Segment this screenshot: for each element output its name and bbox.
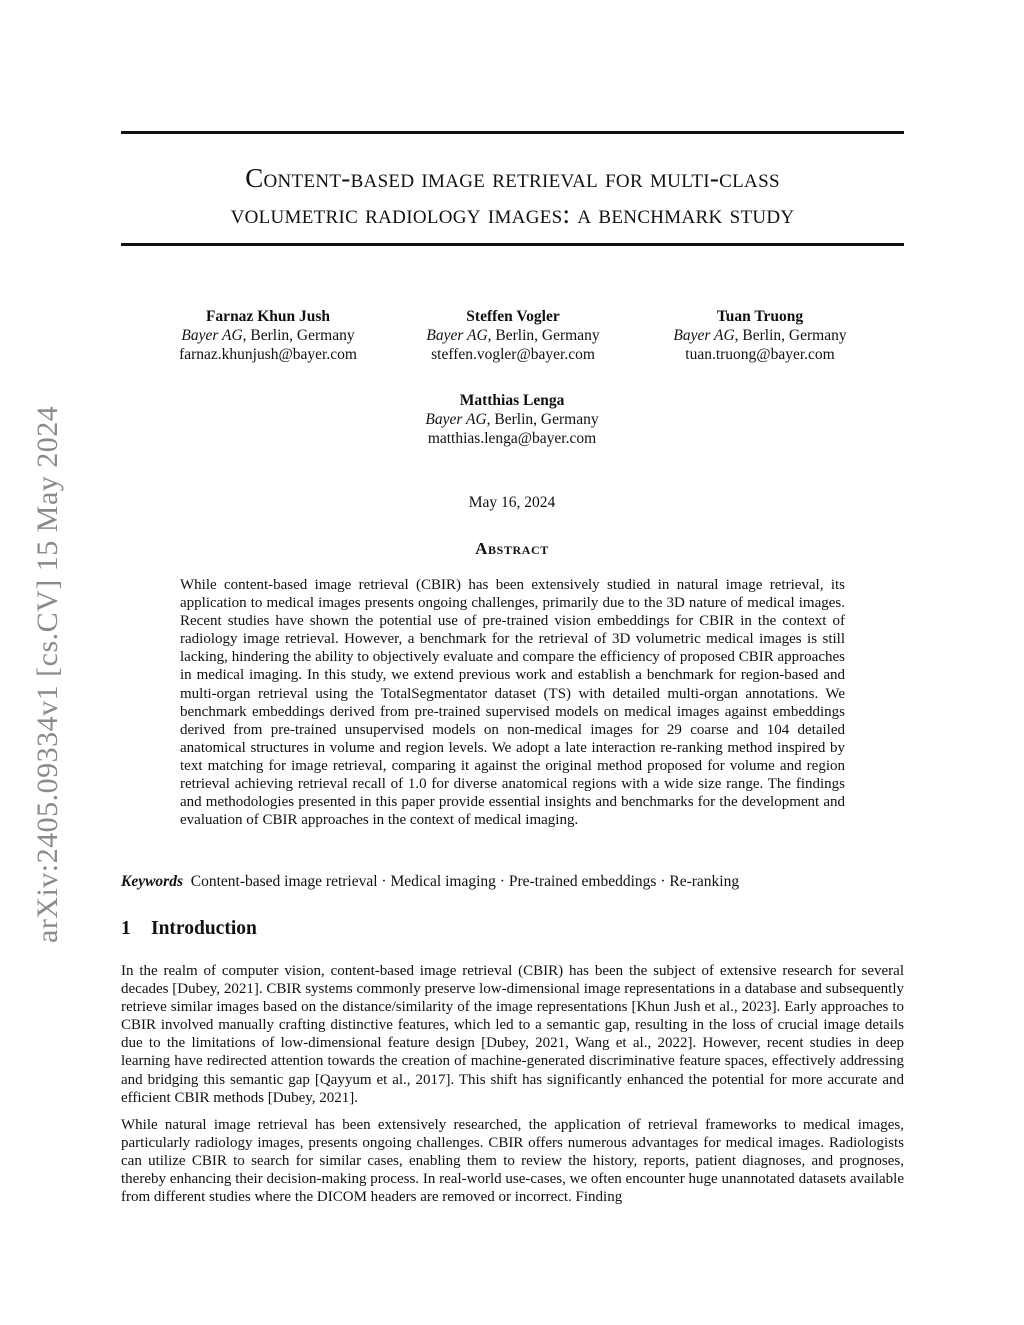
abstract-text: While content-based image retrieval (CBIR) has been extensively studied in natural image retrieval, its application to medical images presents ongoing challenges, primarily due to the 3D nature of medical images. Recent studies have shown the potential use of pre-trained vision embeddings for CBIR in the context of radiology image retrieval. However, a benchmark for the retrieval of 3D volumetric medical images is still lacking, hindering the ability to objectively evaluate and compare the efficiency of proposed CBIR approaches in medical imaging. In this study, we extend previous work and establish a benchmark for region-based and multi-organ retrieval using the TotalSegmentator dataset (TS) with detailed multi-organ annotations. We benchmark embeddings derived from pre-trained supervised models on medical images against embeddings derived from pre-trained unsupervised models on non-medical images for 29 coarse and 104 detailed anatomical structures in volume and region levels. We adopt a late interaction re-ranking method inspired by text matching for image retrieval, comparing it against the original method proposed for volume and region retrieval achieving retrieval recall of 1.0 for diverse anatomical regions with a wide size range. The findings and methodologies presented in this paper provide essential insights and benchmarks for the development and evaluation of CBIR approaches in the context of medical imaging. <box>180 577 845 829</box>
author-email: farnaz.khunjush@bayer.com <box>179 346 357 363</box>
author-company: Bayer AG <box>673 327 735 344</box>
author-location: , Berlin, Germany <box>487 327 600 344</box>
section-title: Introduction <box>151 918 257 939</box>
author-name: Farnaz Khun Jush <box>205 308 331 325</box>
author-block <box>383 307 643 364</box>
keywords-text: Content-based image retrieval · Medical imaging · Pre-trained embeddings · Re-ranking <box>190 873 740 890</box>
author-email: steffen.vogler@bayer.com <box>431 346 595 363</box>
title-line-1: Content-based image retrieval for multi-class <box>245 163 780 193</box>
author-block <box>138 307 398 364</box>
body-paragraph: While natural image retrieval has been extensively researched, the application of retrieval frameworks to medical images, particularly radiology images, presents ongoing challenges. CBIR offers numerous advantages for medical images. Radiologists can utilize CBIR to search for similar cases, enabling them to review the history, reports, patient diagnoses, and prognoses, thereby enhancing their decision-making process. In real-world use-cases, we often encounter huge unannotated datasets available from different studies where the DICOM headers are removed or incorrect. Finding <box>121 1117 904 1206</box>
author-company: Bayer AG <box>425 411 487 428</box>
arxiv-stamp: arXiv:2405.09334v1 [cs.CV] 15 May 2024 <box>31 405 64 943</box>
title-rule-bottom <box>121 243 904 246</box>
author-company: Bayer AG <box>426 327 488 344</box>
section-heading <box>121 918 257 940</box>
author-affiliation <box>383 326 643 345</box>
title-line-2: volumetric radiology images: a benchmark study <box>230 199 795 229</box>
author-affiliation <box>382 410 642 429</box>
author-name: Steffen Vogler <box>466 308 560 325</box>
author-location: , Berlin, Germany <box>242 327 355 344</box>
author-affiliation <box>138 326 398 345</box>
author-email: matthias.lenga@bayer.com <box>427 430 597 447</box>
author-email: tuan.truong@bayer.com <box>685 346 835 363</box>
author-location: , Berlin, Germany <box>486 411 599 428</box>
author-affiliation <box>630 326 890 345</box>
publication-date: May 16, 2024 <box>468 494 556 511</box>
author-block <box>630 307 890 364</box>
keywords-line <box>121 873 739 891</box>
section-number: 1 <box>121 918 131 939</box>
abstract-heading: Abstract <box>475 539 549 558</box>
author-name: Tuan Truong <box>716 308 804 325</box>
title-rule-top <box>121 131 904 134</box>
author-location: , Berlin, Germany <box>734 327 847 344</box>
author-name: Matthias Lenga <box>459 392 565 409</box>
body-paragraph: In the realm of computer vision, content-based image retrieval (CBIR) has been the subject of extensive research for several decades [Dubey, 2021]. CBIR systems commonly preserve low-dimensional image representations in a database and subsequently retrieve similar images based on the distance/similarity of the image representations [Khun Jush et al., 2023]. Early approaches to CBIR involved manually crafting distinctive features, which led to a semantic gap, resulting in the loss of crucial image details due to the limitations of low-dimensional feature design [Dubey, 2021, Wang et al., 2022]. However, recent studies in deep learning have redirected attention towards the creation of machine-generated discriminative feature spaces, effectively addressing and bridging this semantic gap [Qayyum et al., 2017]. This shift has significantly enhanced the potential for more accurate and efficient CBIR methods [Dubey, 2021]. <box>121 963 904 1106</box>
author-block <box>382 391 642 448</box>
keywords-label: Keywords <box>121 873 183 890</box>
paper-title <box>121 160 904 232</box>
author-company: Bayer AG <box>181 327 243 344</box>
